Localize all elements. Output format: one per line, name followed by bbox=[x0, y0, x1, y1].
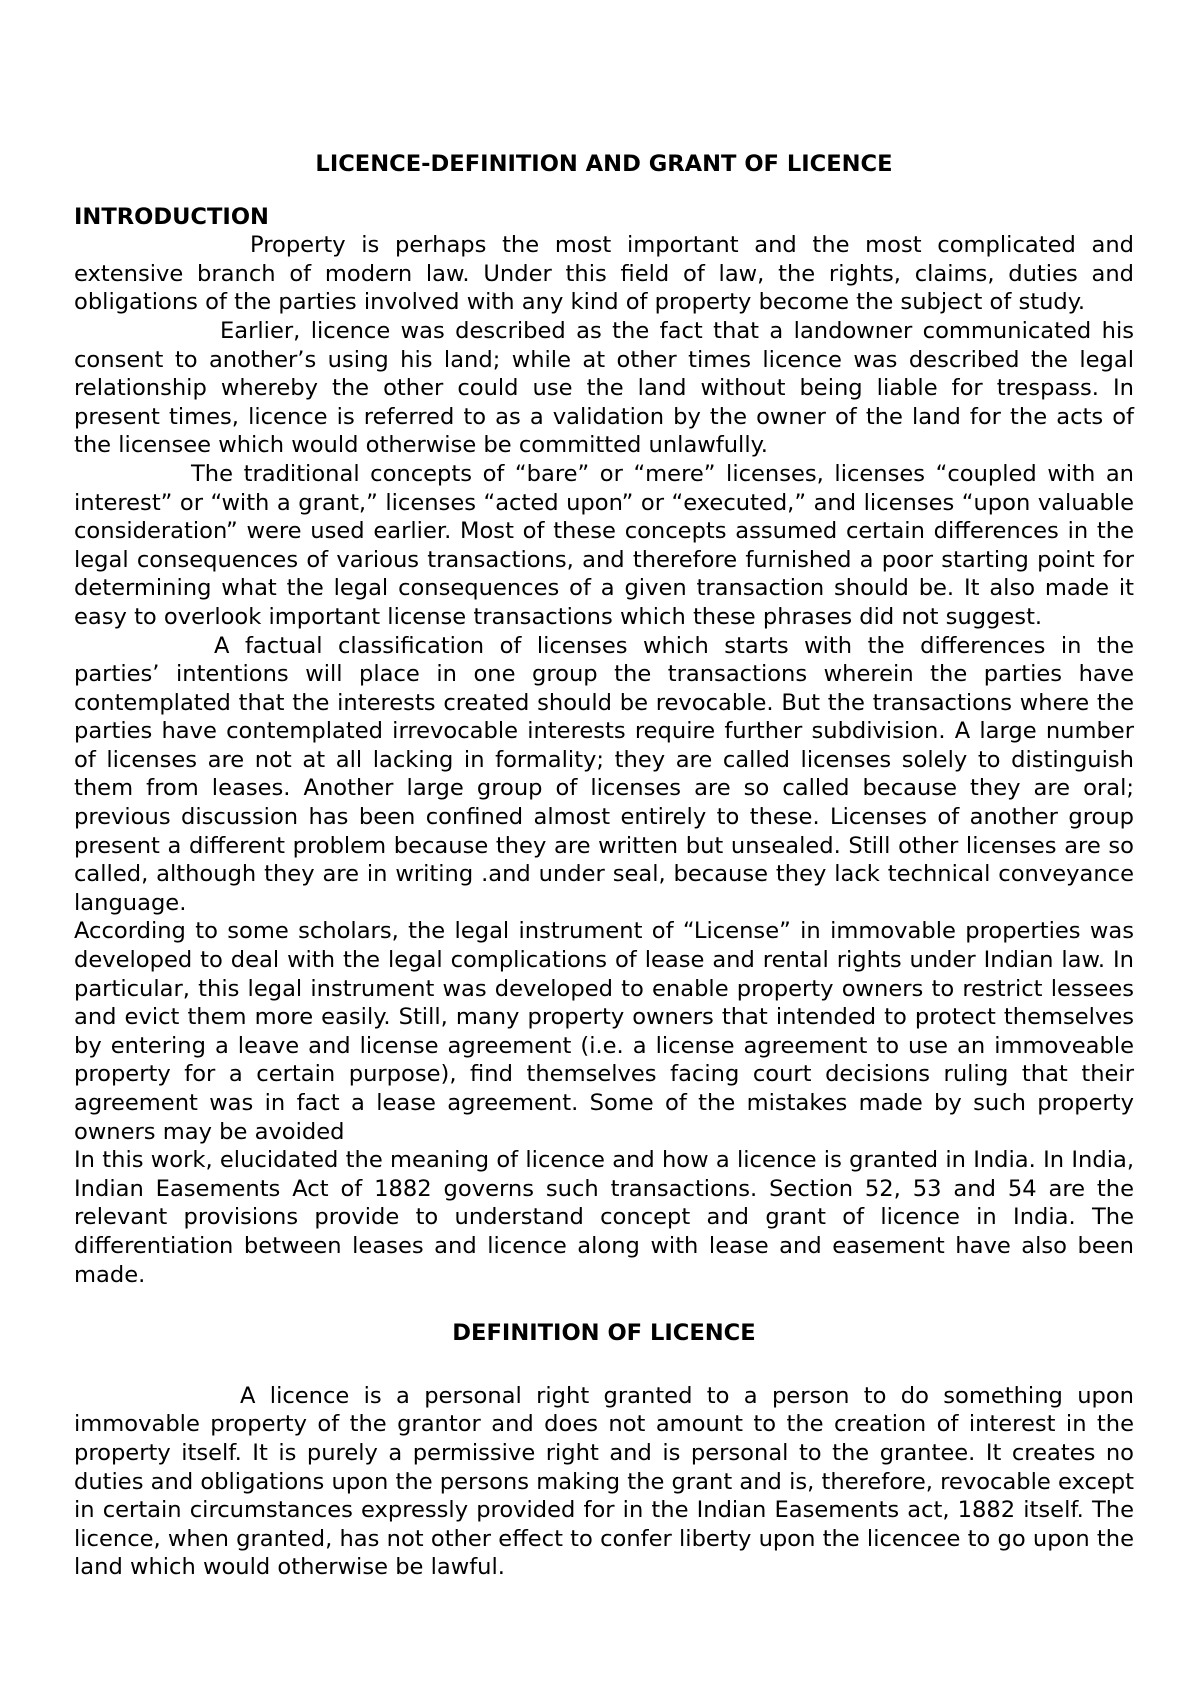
paragraph-intro-property: Property is perhaps the most important and the most complicated and extensive branch of modern law. Under this field of law, the rights, claims, duties and obligations of the parties involved with any kind of property become the subject of study. bbox=[74, 232, 1134, 316]
paragraph-intro-factual-classification: A factual classification of licenses which starts with the differences in the parties’ intentions will place in one group the transactions wherein the parties have contemplated that the interests created should be revocable. But the transactions where the parties have contemplated irrevocable interests require further subdivision. A large number of licenses are not at all lacking in formality; they are called licenses solely to distinguish them from leases. Another large group of licenses are so called because they are oral; previous discussion has been confined almost entirely to these. Licenses of another group present a different problem because they are written but unsealed. Still other licenses are so called, although they are in writing .and under seal, because they lack technical conveyance language. bbox=[74, 632, 1134, 916]
paragraph-intro-earlier-licence: Earlier, licence was described as the fact that a landowner communicated his consent to another’s using his land; while at other times licence was described the legal relationship whereby the other could use the land without being liable for trespass. In present times, licence is referred to as a validation by the owner of the land for the acts of the licensee which would otherwise be committed unlawfully. bbox=[74, 317, 1134, 459]
paragraph-intro-this-work: In this work, elucidated the meaning of licence and how a licence is granted in India. In India, Indian Easements Act of 1882 governs such transactions. Section 52, 53 and 54 are the relevant provisions provide to understand concept and grant of licence in India. The differentiation between leases and licence along with lease and easement have also been made. bbox=[74, 1147, 1134, 1288]
paragraph-definition-licence: A licence is a personal right granted to a person to do something upon immovable property of the grantor and does not amount to the creation of interest in the property itself. It is purely a permissive right and is personal to the grantee. It creates no duties and obligations upon the persons making the grant and is, therefore, revocable except in certain circumstances expressly provided for in the Indian Easements act, 1882 itself. The licence, when granted, has not other effect to confer liberty upon the licencee to go upon the land which would otherwise be lawful. bbox=[74, 1382, 1134, 1581]
paragraph-intro-traditional-concepts: The traditional concepts of “bare” or “mere” licenses, licenses “coupled with an interest” or “with a grant,” licenses “acted upon” or “executed,” and licenses “upon valuable consideration” were used earlier. Most of these concepts assumed certain differences in the legal consequences of various transactions, and therefore furnished a poor starting point for determining what the legal consequences of a given transaction should be. It also made it easy to overlook important license transactions which these phrases did not suggest. bbox=[74, 460, 1134, 630]
paragraph-intro-scholars: According to some scholars, the legal instrument of “License” in immovable properties was developed to deal with the legal complications of lease and rental rights under Indian law. In particular, this legal instrument was developed to enable property owners to restrict lessees and evict them more easily. Still, many property owners that intended to protect themselves by entering a leave and license agreement (i.e. a license agreement to use an immoveable property for a certain purpose), find themselves facing court decisions ruling that their agreement was in fact a lease agreement. Some of the mistakes made by such property owners may be avoided bbox=[74, 918, 1134, 1145]
document-page bbox=[74, 150, 1134, 1582]
document-title: LICENCE-DEFINITION AND GRANT OF LICENCE bbox=[315, 151, 893, 177]
section-heading-definition: DEFINITION OF LICENCE bbox=[452, 1320, 756, 1347]
section-heading-introduction: INTRODUCTION bbox=[74, 203, 269, 230]
